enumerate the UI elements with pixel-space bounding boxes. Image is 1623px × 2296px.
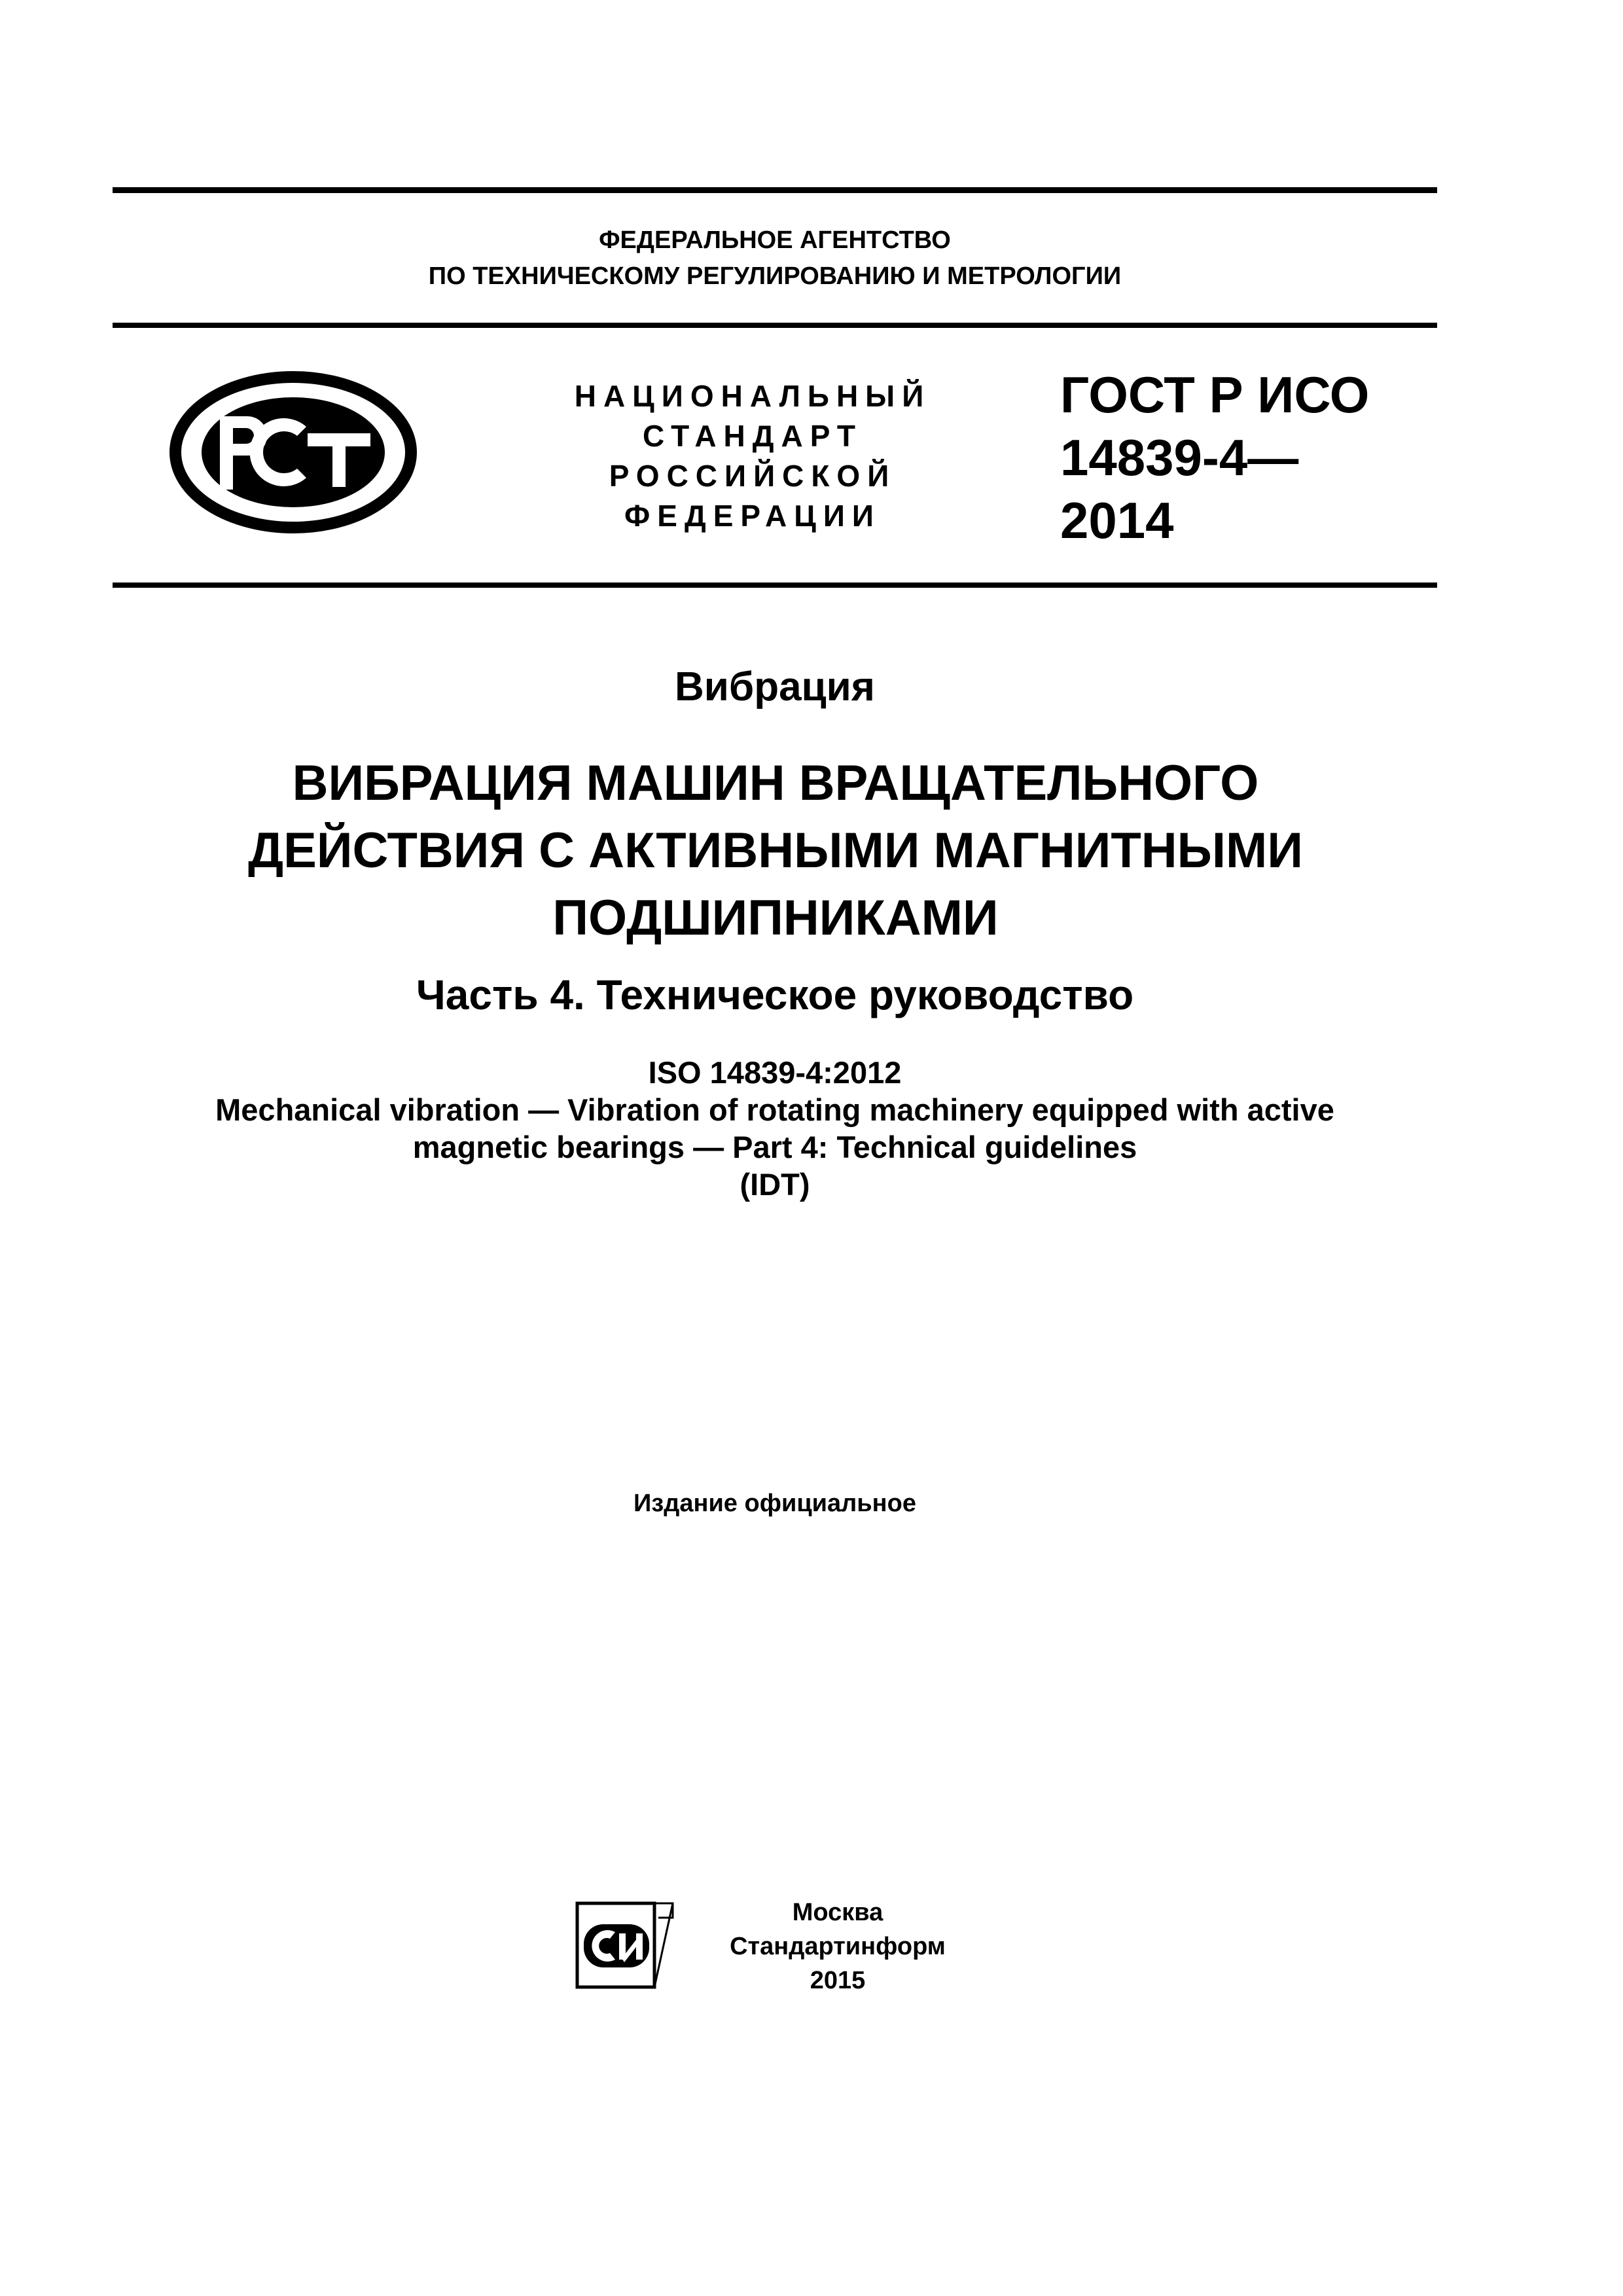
subject-heading: Вибрация [675, 664, 875, 709]
part-title: Часть 4. Техническое руководство [416, 971, 1134, 1018]
standard-code-line-2: 14839-4— [1060, 429, 1299, 486]
iso-title-line-1: Mechanical vibration — Vibration of rotating machinery equipped with active [215, 1092, 1334, 1127]
national-line-2: СТАНДАРТ [643, 419, 863, 453]
agency-name [113, 223, 1437, 295]
standartinform-logo-icon [575, 1898, 679, 1996]
top-rule [113, 187, 1437, 193]
rst-logo-icon [169, 370, 418, 534]
national-line-1: НАЦИОНАЛЬНЫЙ [574, 379, 931, 413]
national-line-3: РОССИЙСКОЙ [609, 459, 897, 493]
publisher-info [694, 1895, 982, 1998]
publisher-name: Стандартинформ [730, 1933, 946, 1960]
main-title-line-3: ПОДШИПНИКАМИ [552, 890, 999, 946]
agency-bottom-rule [113, 323, 1437, 328]
iso-equivalence: (IDT) [740, 1167, 810, 1202]
main-title [131, 749, 1420, 952]
main-title-line-2: ДЕЙСТВИЯ С АКТИВНЫМИ МАГНИТНЫМИ [248, 823, 1303, 878]
publisher-city: Москва [792, 1899, 883, 1926]
publisher-year: 2015 [810, 1967, 866, 1994]
standard-code-line-1: ГОСТ Р ИСО [1060, 366, 1370, 423]
iso-title-line-2: magnetic bearings — Part 4: Technical guidelines [412, 1130, 1137, 1164]
edition-label: Издание официальное [633, 1490, 916, 1517]
national-line-4: ФЕДЕРАЦИИ [624, 499, 881, 533]
agency-line-1: ФЕДЕРАЛЬНОЕ АГЕНТСТВО [599, 226, 951, 254]
header-bottom-rule [113, 583, 1437, 588]
national-standard-label [543, 376, 962, 536]
agency-line-2: ПО ТЕХНИЧЕСКОМУ РЕГУЛИРОВАНИЮ И МЕТРОЛОГИИ [428, 262, 1122, 290]
main-title-line-1: ВИБРАЦИЯ МАШИН ВРАЩАТЕЛЬНОГО [292, 755, 1259, 811]
iso-code: ISO 14839-4:2012 [648, 1055, 902, 1090]
iso-reference [113, 1054, 1437, 1203]
standard-code [1060, 363, 1427, 552]
standard-code-line-3: 2014 [1060, 492, 1174, 549]
